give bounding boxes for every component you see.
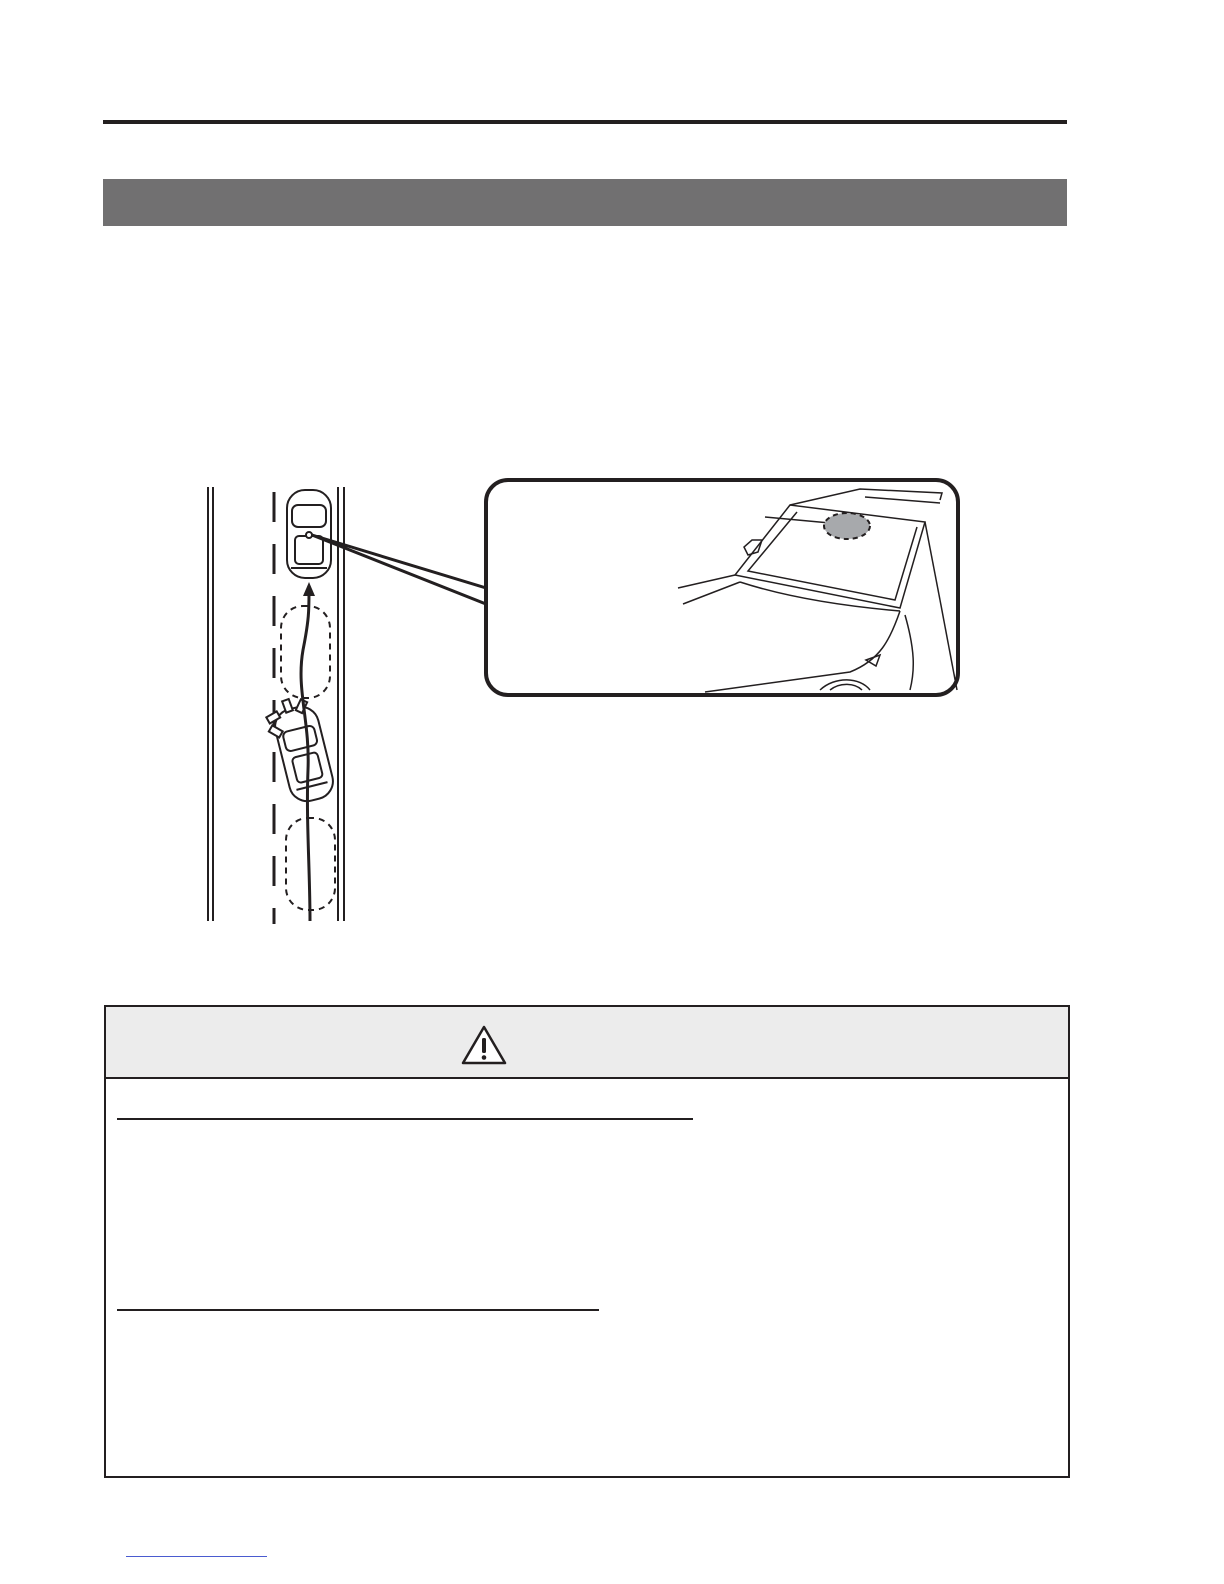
warning-triangle-icon <box>460 1024 508 1066</box>
warning-box <box>104 1005 1070 1478</box>
footer-link-underline[interactable] <box>126 1556 267 1557</box>
warning-subhead-rule-1 <box>117 1118 693 1120</box>
drifting-car <box>266 699 336 805</box>
warning-subhead-rule-2 <box>117 1309 599 1311</box>
warning-header <box>106 1007 1068 1079</box>
arrow-head <box>303 582 315 596</box>
camera-location <box>824 513 870 539</box>
ghost-car-upper <box>281 606 330 698</box>
lead-car <box>287 490 331 578</box>
camera-inset <box>486 480 958 695</box>
